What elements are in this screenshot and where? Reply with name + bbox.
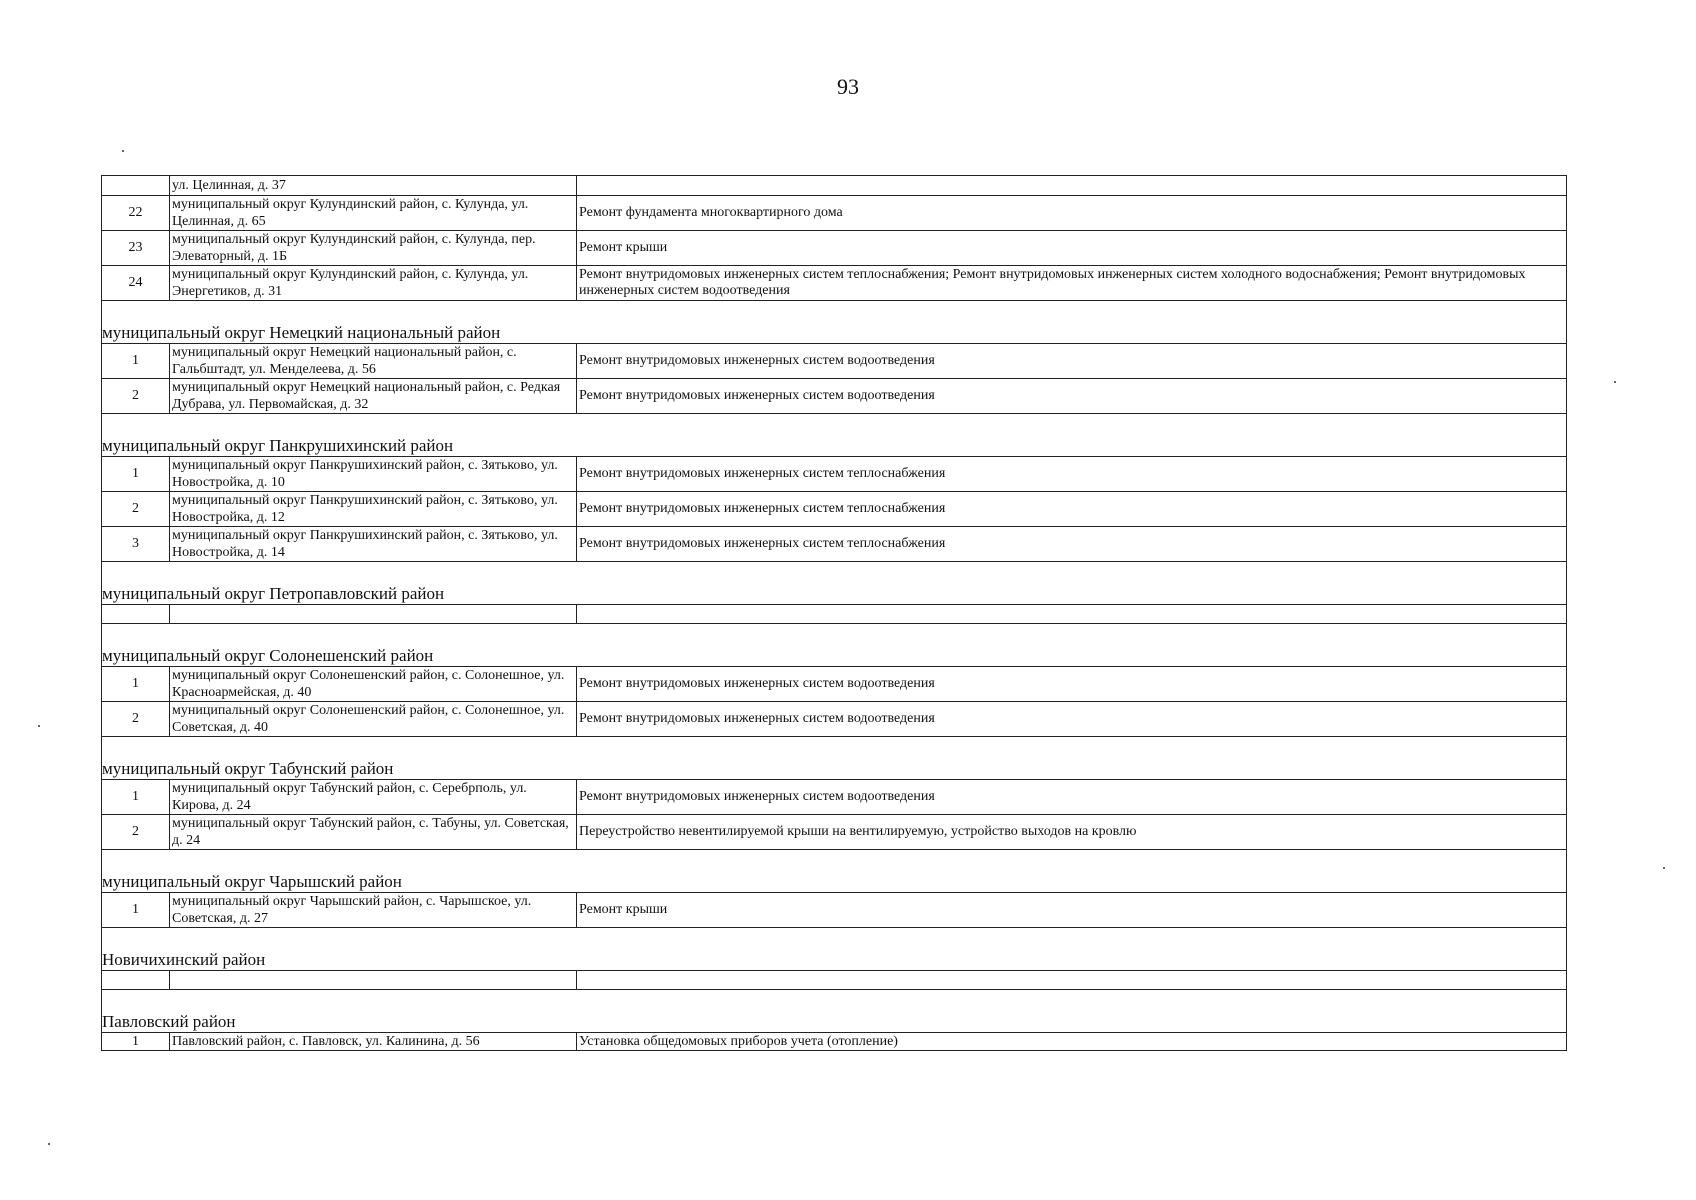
work-type-cell: Ремонт внутридомовых инженерных систем водоотведения <box>577 667 1567 702</box>
district-name: муниципальный округ Солонешенский район <box>102 624 1567 667</box>
table-row <box>102 527 1567 562</box>
empty-row <box>102 605 1567 624</box>
row-number-cell: 22 <box>102 196 170 231</box>
scan-speck <box>1663 867 1665 869</box>
repair-program-table <box>101 175 1567 1051</box>
work-type-cell: Ремонт фундамента многоквартирного дома <box>577 196 1567 231</box>
table-row <box>102 1033 1567 1051</box>
row-number-cell: 1 <box>102 1033 170 1051</box>
work-type-cell <box>577 605 1567 624</box>
work-type-cell: Ремонт внутридомовых инженерных систем водоотведения <box>577 702 1567 737</box>
row-number-cell: 24 <box>102 266 170 301</box>
work-type-cell: Ремонт внутридомовых инженерных систем водоотведения <box>577 780 1567 815</box>
district-header-row <box>102 850 1567 893</box>
row-number-cell: 3 <box>102 527 170 562</box>
row-number-cell: 2 <box>102 379 170 414</box>
row-number-cell: 2 <box>102 492 170 527</box>
row-number-cell: 23 <box>102 231 170 266</box>
district-name: муниципальный округ Петропавловский район <box>102 562 1567 605</box>
row-number-cell: 1 <box>102 780 170 815</box>
table-row <box>102 893 1567 928</box>
work-type-cell: Ремонт внутридомовых инженерных систем теплоснабжения <box>577 492 1567 527</box>
table-row <box>102 379 1567 414</box>
district-header-row <box>102 928 1567 971</box>
address-cell: муниципальный округ Панкрушихинский район, с. Зятьково, ул. Новостройка, д. 10 <box>170 457 577 492</box>
table-row <box>102 667 1567 702</box>
address-cell: ул. Целинная, д. 37 <box>170 176 577 196</box>
district-header-row <box>102 414 1567 457</box>
work-type-cell: Ремонт крыши <box>577 231 1567 266</box>
address-cell: муниципальный округ Кулундинский район, с. Кулунда, ул. Целинная, д. 65 <box>170 196 577 231</box>
table-row <box>102 176 1567 196</box>
district-name: муниципальный округ Панкрушихинский район <box>102 414 1567 457</box>
address-cell <box>170 971 577 990</box>
address-cell: муниципальный округ Солонешенский район, с. Солонешное, ул. Красноармейская, д. 40 <box>170 667 577 702</box>
table-row <box>102 266 1567 301</box>
table-row <box>102 702 1567 737</box>
address-cell <box>170 605 577 624</box>
district-header-row <box>102 624 1567 667</box>
row-number-cell: 2 <box>102 702 170 737</box>
work-type-cell: Переустройство невентилируемой крыши на вентилируемую, устройство выходов на кровлю <box>577 815 1567 850</box>
work-type-cell <box>577 176 1567 196</box>
address-cell: муниципальный округ Кулундинский район, с. Кулунда, пер. Элеваторный, д. 1Б <box>170 231 577 266</box>
district-header-row <box>102 990 1567 1033</box>
address-cell: муниципальный округ Немецкий национальный район, с. Гальбштадт, ул. Менделеева, д. 56 <box>170 344 577 379</box>
address-cell: муниципальный округ Чарышский район, с. Чарышское, ул. Советская, д. 27 <box>170 893 577 928</box>
work-type-cell: Установка общедомовых приборов учета (отопление) <box>577 1033 1567 1051</box>
work-type-cell: Ремонт внутридомовых инженерных систем теплоснабжения <box>577 457 1567 492</box>
scan-speck <box>48 1143 50 1145</box>
table-row <box>102 457 1567 492</box>
table-row <box>102 196 1567 231</box>
district-header-row <box>102 737 1567 780</box>
district-name: муниципальный округ Табунский район <box>102 737 1567 780</box>
scan-speck <box>1614 381 1616 383</box>
work-type-cell: Ремонт внутридомовых инженерных систем теплоснабжения; Ремонт внутридомовых инженерных систем холодного водоснабжения; Ремонт внутридомовых инженерных систем водоотведения <box>577 266 1567 301</box>
district-header-row <box>102 562 1567 605</box>
scan-speck <box>38 725 40 727</box>
row-number-cell <box>102 605 170 624</box>
district-name: муниципальный округ Чарышский район <box>102 850 1567 893</box>
work-type-cell <box>577 971 1567 990</box>
work-type-cell: Ремонт внутридомовых инженерных систем теплоснабжения <box>577 527 1567 562</box>
district-header-row <box>102 301 1567 344</box>
row-number-cell: 1 <box>102 344 170 379</box>
row-number-cell: 1 <box>102 893 170 928</box>
address-cell: муниципальный округ Панкрушихинский район, с. Зятьково, ул. Новостройка, д. 14 <box>170 527 577 562</box>
page-number: 93 <box>837 74 859 99</box>
district-name: Новичихинский район <box>102 928 1567 971</box>
empty-row <box>102 971 1567 990</box>
address-cell: муниципальный округ Кулундинский район, с. Кулунда, ул. Энергетиков, д. 31 <box>170 266 577 301</box>
address-cell: Павловский район, с. Павловск, ул. Калинина, д. 56 <box>170 1033 577 1051</box>
table-row <box>102 815 1567 850</box>
address-cell: муниципальный округ Немецкий национальный район, с. Редкая Дубрава, ул. Первомайская, д. 32 <box>170 379 577 414</box>
address-cell: муниципальный округ Солонешенский район, с. Солонешное, ул. Советская, д. 40 <box>170 702 577 737</box>
work-type-cell: Ремонт крыши <box>577 893 1567 928</box>
district-name: муниципальный округ Немецкий национальный район <box>102 301 1567 344</box>
scan-speck <box>122 150 124 152</box>
address-cell: муниципальный округ Панкрушихинский район, с. Зятьково, ул. Новостройка, д. 12 <box>170 492 577 527</box>
table-row <box>102 344 1567 379</box>
address-cell: муниципальный округ Табунский район, с. Табуны, ул. Советская, д. 24 <box>170 815 577 850</box>
table-row <box>102 492 1567 527</box>
table-row <box>102 780 1567 815</box>
row-number-cell: 1 <box>102 667 170 702</box>
row-number-cell <box>102 971 170 990</box>
work-type-cell: Ремонт внутридомовых инженерных систем водоотведения <box>577 344 1567 379</box>
address-cell: муниципальный округ Табунский район, с. Серебрполь, ул. Кирова, д. 24 <box>170 780 577 815</box>
row-number-cell <box>102 176 170 196</box>
work-type-cell: Ремонт внутридомовых инженерных систем водоотведения <box>577 379 1567 414</box>
table-row <box>102 231 1567 266</box>
row-number-cell: 1 <box>102 457 170 492</box>
row-number-cell: 2 <box>102 815 170 850</box>
district-name: Павловский район <box>102 990 1567 1033</box>
